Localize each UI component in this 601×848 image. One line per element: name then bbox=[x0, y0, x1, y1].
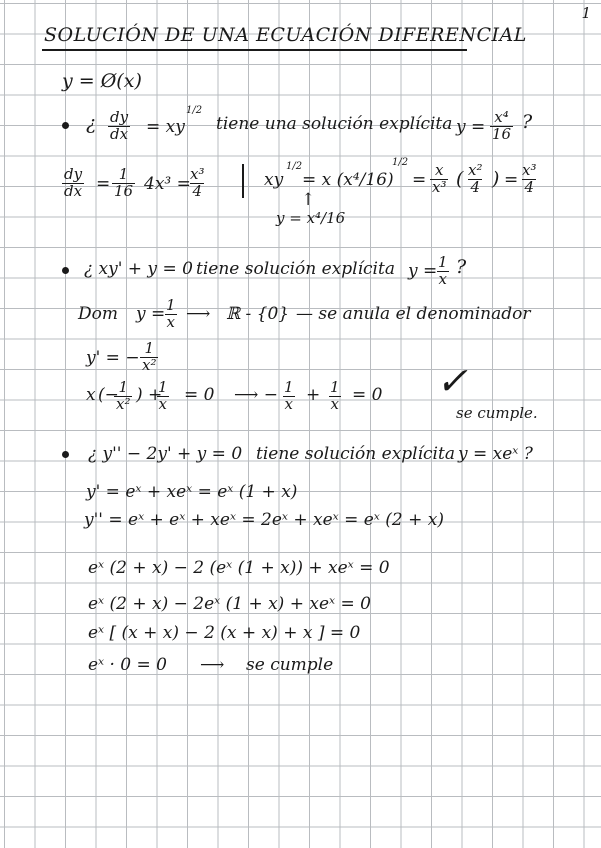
q2-sub-arrow: ⟶ − bbox=[234, 385, 279, 405]
q3-line1: y' = eˣ + xeˣ = eˣ (1 + x) bbox=[86, 482, 298, 502]
q1-eq-end: = bbox=[504, 170, 519, 190]
q1-up-arrow: ↑ bbox=[301, 190, 316, 210]
q2-dom-set: ℝ - {0} bbox=[226, 304, 290, 324]
q1-right-xy: xy bbox=[264, 170, 284, 190]
q2-sub-frac2: $\frac{1}{x}$ bbox=[158, 378, 168, 413]
q3-line6: eˣ · 0 = 0 bbox=[88, 655, 167, 675]
intro-statement: y = Ø(x) bbox=[62, 70, 142, 92]
check-mark-icon: ✓ bbox=[436, 359, 468, 403]
q1-frac-x-x3: $\frac{x}{\text{x³}}$ bbox=[432, 161, 447, 196]
q1-16: 16 bbox=[492, 124, 512, 143]
bullet-q3 bbox=[62, 451, 69, 458]
q1-frac-x3-4: $\frac{\text{x³}}{4}$ bbox=[190, 165, 205, 200]
q2-sub-e: + bbox=[306, 385, 321, 405]
q1-qmark: ? bbox=[522, 111, 533, 133]
bullet-q2 bbox=[62, 267, 69, 274]
q3-y-eq: y = xeˣ ? bbox=[458, 444, 533, 464]
q1-dx: dx bbox=[110, 124, 129, 143]
q3-line5: eˣ [ (x + x) − 2 (x + x) + x ] = 0 bbox=[88, 623, 361, 643]
q1-text: tiene una solución explícita bbox=[216, 114, 453, 134]
q1-lhs-fraction: $\frac{dy}{dx}$ bbox=[64, 165, 83, 200]
q2-sub-d: = 0 bbox=[184, 385, 215, 405]
q1-dy: dy bbox=[110, 108, 129, 126]
q1-exponent: 1/2 bbox=[186, 105, 203, 116]
q1-frac-1-16: $\frac{1}{16}$ bbox=[114, 165, 134, 200]
q2-question: ¿ xy' + y = 0 bbox=[84, 259, 193, 279]
q3-line4: eˣ (2 + x) − 2eˣ (1 + x) + xeˣ = 0 bbox=[88, 594, 371, 614]
q2-sub-f: = 0 bbox=[352, 385, 383, 405]
q1-right-exp2: 1/2 bbox=[392, 157, 409, 168]
q2-sub-b: (− bbox=[98, 385, 119, 405]
title-underline bbox=[42, 49, 467, 51]
q1-rhs: = xy bbox=[146, 117, 185, 137]
q1-paren-close: ) bbox=[492, 168, 500, 190]
q3-line6-arrow: ⟶ bbox=[200, 655, 225, 675]
q3-line2: y'' = eˣ + eˣ + xeˣ = 2eˣ + xeˣ = eˣ (2 + x) bbox=[84, 510, 444, 530]
q2-sub-a: x bbox=[86, 385, 96, 405]
q1-paren-open: ( bbox=[456, 168, 464, 190]
q1-right-eq2: = bbox=[412, 170, 427, 190]
q3-line3: eˣ (2 + x) − 2 (eˣ (1 + x)) + xeˣ = 0 bbox=[88, 558, 390, 578]
q2-sub-frac1: $\frac{1}{\text{x²}}$ bbox=[116, 378, 131, 413]
q2-dom: Dom bbox=[78, 304, 118, 324]
q1-derivative-fraction bbox=[108, 110, 130, 143]
q2-dom-arrow: ⟶ bbox=[186, 304, 211, 324]
page-number: 1 bbox=[581, 4, 591, 22]
q2-y-eq: y = bbox=[408, 261, 438, 281]
q1-note: y = x⁴/16 bbox=[276, 209, 346, 227]
q2-text: tiene solución explícita bbox=[196, 259, 395, 279]
bullet-q1 bbox=[62, 122, 69, 129]
q1-frac-x3-4-end: $\frac{\text{x³}}{4}$ bbox=[522, 161, 537, 196]
q1-question-mark-open: ¿ bbox=[86, 112, 97, 134]
q1-y-eq: y = bbox=[456, 117, 486, 137]
q2-yprime-frac: $\frac{1}{\text{x²}}$ bbox=[142, 339, 157, 374]
q1-right-exp: 1/2 bbox=[286, 161, 303, 172]
q2-sub-frac4: $\frac{1}{x}$ bbox=[330, 378, 340, 413]
q2-verdict: se cumple. bbox=[456, 404, 538, 422]
q1-4x3: 4x³ = bbox=[144, 174, 191, 194]
q2-yprime: y' = − bbox=[86, 348, 140, 368]
q3-line6-note: se cumple bbox=[246, 655, 334, 675]
q2-dom-frac: $\frac{1}{x}$ bbox=[166, 296, 176, 331]
q2-qmark: ? bbox=[456, 256, 467, 278]
q1-right-eq: = x (x⁴/16) bbox=[302, 170, 394, 190]
q1-frac-x2-4: $\frac{\text{x²}}{4}$ bbox=[468, 161, 483, 196]
q2-sub-frac3: $\frac{1}{x}$ bbox=[284, 378, 294, 413]
q2-dom-note: — se anula el denominador bbox=[296, 304, 531, 324]
q3-question: ¿ y'' − 2y' + y = 0 bbox=[88, 444, 243, 464]
q2-dom-y: y = bbox=[136, 304, 166, 324]
page-title: SOLUCIÓN DE UNA ECUACIÓN DIFERENCIAL bbox=[44, 24, 527, 46]
q1-vertical-bar bbox=[242, 164, 244, 198]
q1-eq1: = bbox=[96, 174, 111, 194]
q3-text: tiene solución explícita bbox=[256, 444, 455, 464]
q2-sub-c: ) + bbox=[136, 385, 163, 405]
q1-solution-fraction bbox=[490, 110, 513, 143]
q2-frac-1-x: $\frac{1}{x}$ bbox=[438, 253, 448, 288]
q1-x4: x⁴ bbox=[494, 108, 509, 126]
